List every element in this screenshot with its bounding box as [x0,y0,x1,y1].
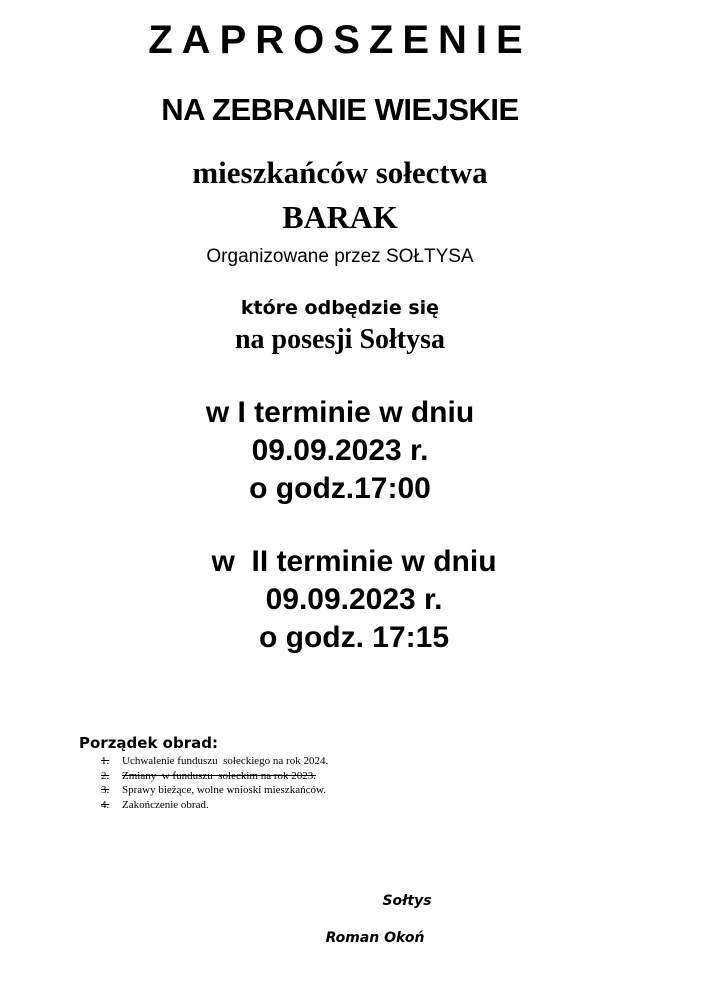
agenda-item-number: 2. [101,769,110,782]
document-title: ZAPROSZENIE [148,18,532,62]
first-term-date: 09.09.2023 r. [251,434,429,467]
signature-role: Sołtys [382,893,432,909]
agenda-item [101,754,479,769]
agenda-item-number: 1. [101,755,110,767]
agenda-list [79,754,479,812]
agenda-item [101,769,479,784]
will-take-place-line: które odbędzie się [240,297,440,319]
venue-line: na posesji Sołtysa [234,324,446,355]
organizer-line: Organizowane przez SOŁTYSA [206,246,474,267]
agenda-item-text: Sprawy bieżące, wolne wnioski mieszkańców. [122,784,326,796]
first-term-time: o godz.17:00 [249,472,431,505]
agenda-item-text: Zmiany w funduszu sołeckim na rok 2023. [122,769,316,782]
agenda-item-number: 4. [101,798,110,811]
first-term-heading: w I terminie w dniu [205,396,475,429]
agenda-item [101,798,479,813]
second-term-heading: w II terminie w dniu [211,545,497,578]
agenda-item-text: Zakończenie obrad. [122,798,209,811]
agenda-item-number: 3. [101,784,110,796]
agenda-item-text: Uchwalenie funduszu sołeckiego na rok 2024. [122,755,329,767]
document-subtitle: NA ZEBRANIE WIEJSKIE [161,92,519,127]
village-name: BARAK [282,199,398,235]
agenda-heading: Porządek obrad: [79,734,218,752]
agenda-section [79,734,479,812]
second-term-time: o godz. 17:15 [258,621,450,654]
signature-name: Roman Okoń [325,930,425,946]
residents-line: mieszkańców sołectwa [192,155,488,190]
second-term-date: 09.09.2023 r. [265,583,443,616]
agenda-item [101,783,479,798]
